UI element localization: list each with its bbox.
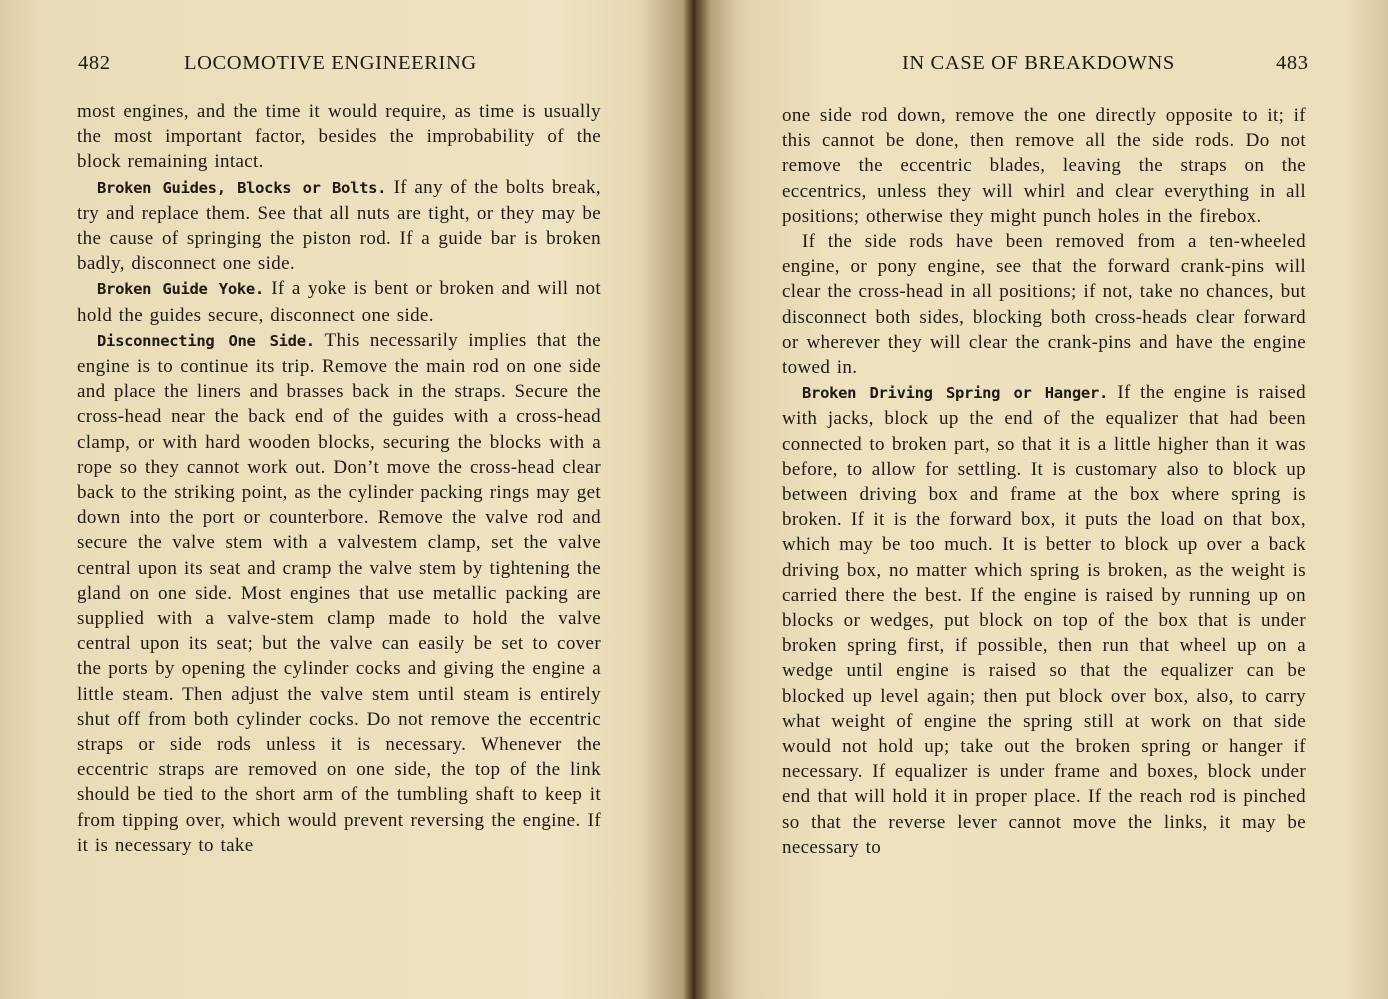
paragraph xyxy=(77,328,601,858)
paragraph xyxy=(782,229,1306,380)
paragraph xyxy=(782,103,1306,229)
paragraph xyxy=(782,380,1306,860)
section-heading: Broken Guide Yoke. xyxy=(97,280,264,299)
paragraph-text: one side rod down, remove the one directly opposite to it; if this cannot be done, then remove all the side rods. Do not remove the eccentric blades, leaving the straps on the eccentrics, unless they will whirl and clear everything in all positions; otherwise they might punch holes in the firebox. xyxy=(782,105,1306,227)
paragraph xyxy=(77,99,601,175)
paragraph-text: most engines, and the time it would require, as time is usually the most important factor, besides the improbability of the block remaining intact. xyxy=(77,101,601,173)
paragraph xyxy=(77,175,601,277)
page-number: 483 xyxy=(1276,52,1309,74)
left-page xyxy=(0,0,690,999)
running-head: LOCOMOTIVE ENGINEERING xyxy=(184,52,477,74)
running-head: IN CASE OF BREAKDOWNS xyxy=(902,52,1175,74)
right-page xyxy=(698,0,1388,999)
paragraph-text: This necessarily implies that the engine is to continue its trip. Remove the main rod on one side and place the liners and brasses back in the straps. Secure the cross-head near the back end of the guides with a cross-head clamp, or with hard wooden blocks, securing the blocks with a rope so they cannot work out. Don’t move the cross-head clear back to the striking point, as the cylinder packing rings may get down into the port or counterbore. Remove the valve rod and secure the valve stem with a valvestem clamp, set the valve central upon its seat and cramp the valve stem by tightening the gland on one side. Most engines that use metallic packing are supplied with a valve-stem clamp made to hold the valve central upon its seat; but the valve can easily be set to cover the ports by opening the cylinder cocks and giving the engine a little steam. Then adjust the valve stem until steam is entirely shut off from both cylinder cocks. Do not remove the eccentric straps or side rods unless it is necessary. Whenever the eccentric straps are removed on one side, the top of the link should be tied to the short arm of the tumbling shaft to keep it from tipping over, which would prevent reversing the engine. If it is necessary to take xyxy=(77,329,602,856)
section-heading: Broken Guides, Blocks or Bolts. xyxy=(97,178,387,197)
paragraph-text: If any of the bolts break, try and replace them. See that all nuts are tight, or they may be the cause of springing the piston rod. If a guide bar is broken badly, disconnect one side. xyxy=(77,176,601,275)
section-heading: Disconnecting One Side. xyxy=(97,331,315,350)
section-heading: Broken Driving Spring or Hanger. xyxy=(802,384,1109,403)
paragraph-text: If a yoke is bent or broken and will not hold the guides secure, disconnect one side. xyxy=(77,278,601,326)
page-body xyxy=(77,99,601,858)
page-body xyxy=(782,103,1306,860)
paragraph xyxy=(77,276,601,327)
paragraph-text: If the engine is raised with jacks, block up the end of the equalizer that had been connected to broken part, so that it is a little higher than it was before, to allow for settling. It is customary also to block up between driving box and frame at the box where spring is broken. If it is the forward box, it puts the load on that box, which may be too much. It is better to block up over a back driving box, no matter which spring is broken, as the weight is carried there the best. If the engine is raised by running up on blocks or wedges, put block on top of the box that is under broken spring first, if possible, then run that wheel up on a wedge until engine is raised so that the equalizer can be blocked up level again; then put block over box, also, to carry what weight of engine the spring still at work on that side would not hold up; take out the broken spring or hanger if necessary. If equalizer is under frame and boxes, block under end that will hold it in proper place. If the reach rod is pinched so that the reverse lever cannot move the links, it may be necessary to xyxy=(782,382,1306,858)
paragraph-text: If the side rods have been removed from a ten-wheeled engine, or pony engine, see that the forward crank-pins will clear the cross-head in all positions; if not, take no chances, but disconnect both sides, blocking both cross-heads clear forward or wherever they will clear the crank-pins and have the engine towed in. xyxy=(782,231,1306,379)
page-number: 482 xyxy=(78,52,111,74)
